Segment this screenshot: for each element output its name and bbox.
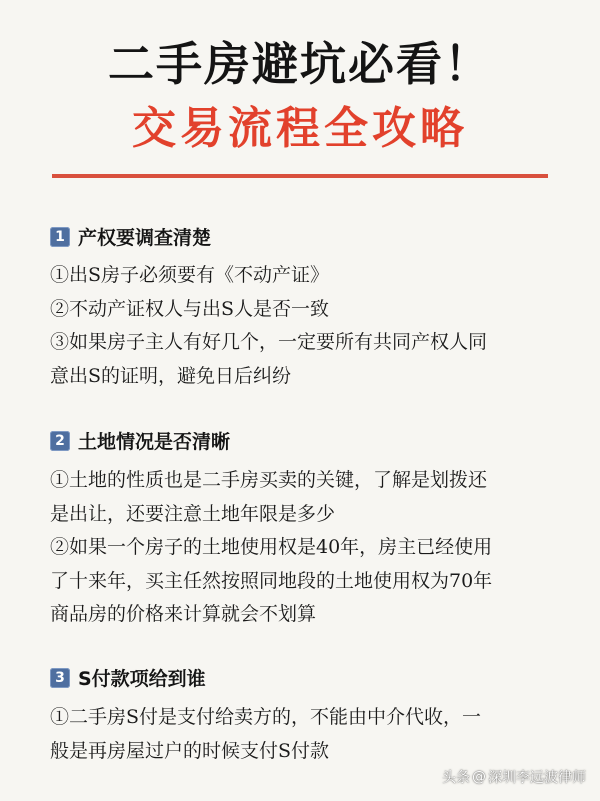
section-1-body [50,259,562,393]
body-line: ①土地的性质也是二手房买卖的关键，了解是划拨还 [50,469,488,491]
body-line: ①二手房S付是支付给卖方的，不能由中介代收，一 [50,706,482,728]
section-3-title: S付款项给到谁 [78,668,206,690]
body-line: 了十来年，买主任然按照同地段的土地使用权为70年 [50,569,493,592]
body-line: ③如果房子主人有好几个，一定要所有共同产权人同 [50,331,488,353]
body-line: 是出让，还要注意土地年限是多少 [50,502,336,525]
body-line: ②如果一个房子的土地使用权是40年，房主已经使用 [50,536,493,558]
section-3-heading [50,664,206,691]
section-2-heading [50,427,230,454]
section-3-body [50,701,562,768]
section-2-body [50,464,562,632]
page-subtitle: 交易流程全攻略 [132,103,468,154]
body-line: 般是再房屋过户的时候支付S付款 [50,739,330,762]
section-1-heading [50,223,211,250]
divider [52,174,548,178]
watermark-at: @ [472,769,486,785]
section-1-title: 产权要调查清楚 [78,227,212,249]
body-line: 商品房的价格来计算就会不划算 [50,603,317,625]
body-line: ①出S房子必须要有《不动产证》 [50,264,330,286]
body-line: 意出S的证明，避免日后纠纷 [50,364,292,387]
section-2-title: 土地情况是否清晰 [78,431,231,453]
watermark-platform: 头条 [442,770,470,786]
watermark [442,767,586,787]
number-1-icon: 1 [50,227,70,247]
number-2-icon: 2 [50,431,70,451]
watermark-author: 深圳李远波律师 [488,770,586,786]
body-line: ②不动产证权人与出S人是否一致 [50,297,330,320]
page-title: 二手房避坑必看！ [108,37,492,91]
number-3-icon: 3 [50,668,70,688]
